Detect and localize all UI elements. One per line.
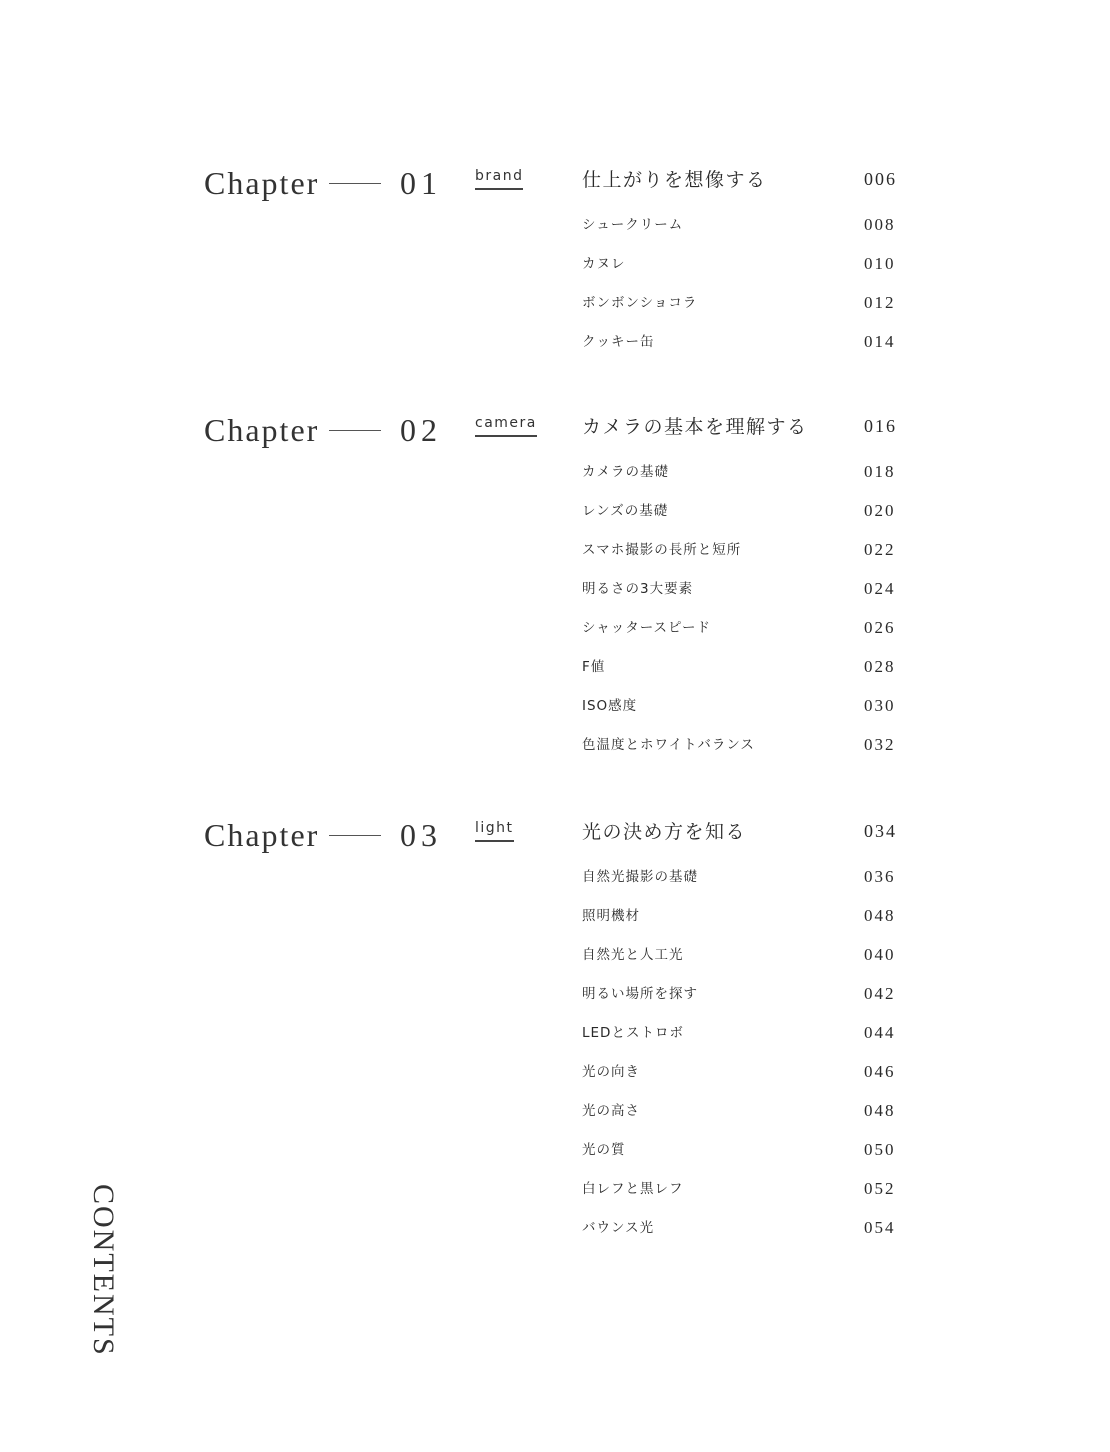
toc-entry[interactable] (582, 1140, 902, 1179)
chapter-heading-entry[interactable] (582, 417, 902, 462)
toc-entry[interactable] (582, 1179, 902, 1218)
entry-title: 光の質 (582, 1142, 626, 1158)
chapter-label: Chapter (204, 412, 320, 448)
entry-page: 036 (864, 867, 896, 886)
entry-title: F値 (582, 659, 606, 675)
chapter-entries (582, 822, 902, 1257)
chapter-label: Chapter (204, 165, 320, 201)
toc-entry[interactable] (582, 1218, 902, 1257)
toc-entry[interactable] (582, 501, 902, 540)
chapter-number: 03 (400, 817, 442, 853)
entry-title: 明るさの3大要素 (582, 581, 694, 597)
toc-entry[interactable] (582, 579, 902, 618)
entry-page: 048 (864, 906, 896, 925)
entry-title: 光の高さ (582, 1103, 640, 1119)
toc-entry[interactable] (582, 657, 902, 696)
entry-page: 010 (864, 254, 896, 273)
entry-title: クッキー缶 (582, 334, 655, 350)
toc-entry[interactable] (582, 332, 902, 371)
entry-title: 自然光と人工光 (582, 947, 684, 963)
chapter-heading-page: 034 (864, 821, 897, 841)
chapter-heading-title: 光の決め方を知る (582, 821, 747, 843)
chapter-tag: brand (475, 167, 523, 190)
entry-title: LEDとストロボ (582, 1025, 684, 1041)
chapter-number: 02 (400, 412, 442, 448)
entry-page: 008 (864, 215, 896, 234)
entry-title: ボンボンショコラ (582, 295, 698, 311)
entry-page: 022 (864, 540, 896, 559)
entry-page: 050 (864, 1140, 896, 1159)
toc-entry[interactable] (582, 696, 902, 735)
toc-entry[interactable] (582, 1062, 902, 1101)
chapter-divider (329, 835, 381, 836)
entry-title: バウンス光 (582, 1220, 655, 1236)
toc-entry[interactable] (582, 1101, 902, 1140)
toc-entry[interactable] (582, 945, 902, 984)
toc-entry[interactable] (582, 906, 902, 945)
entry-page: 042 (864, 984, 896, 1003)
entry-title: 明るい場所を探す (582, 986, 698, 1002)
chapter-heading-page: 016 (864, 416, 897, 436)
contents-vertical-title: CONTENTS (87, 1184, 120, 1357)
toc-entry[interactable] (582, 1023, 902, 1062)
toc-entry[interactable] (582, 540, 902, 579)
entry-page: 044 (864, 1023, 896, 1042)
chapter-heading-title: カメラの基本を理解する (582, 416, 808, 438)
entry-page: 046 (864, 1062, 896, 1081)
chapter-heading-entry[interactable] (582, 822, 902, 867)
entry-page: 030 (864, 696, 896, 715)
entry-page: 026 (864, 618, 896, 637)
entry-page: 014 (864, 332, 896, 351)
chapter-heading-title: 仕上がりを想像する (582, 169, 767, 191)
entry-page: 040 (864, 945, 896, 964)
chapter-heading-entry[interactable] (582, 170, 902, 215)
entry-page: 028 (864, 657, 896, 676)
toc-entry[interactable] (582, 618, 902, 657)
entry-page: 024 (864, 579, 896, 598)
toc-entry[interactable] (582, 867, 902, 906)
entry-title: 色温度とホワイトバランス (582, 737, 755, 753)
entry-title: カメラの基礎 (582, 464, 669, 480)
entry-page: 018 (864, 462, 896, 481)
chapter-entries (582, 417, 902, 774)
toc-entry[interactable] (582, 254, 902, 293)
entry-page: 048 (864, 1101, 896, 1120)
chapter-heading-page: 006 (864, 169, 897, 189)
entry-title: シュークリーム (582, 217, 684, 233)
entry-title: ISO感度 (582, 698, 638, 714)
chapter-tag: camera (475, 414, 537, 437)
chapter-divider (329, 430, 381, 431)
chapter-divider (329, 183, 381, 184)
entry-page: 052 (864, 1179, 896, 1198)
chapter-number: 01 (400, 165, 442, 201)
entry-title: 白レフと黒レフ (582, 1181, 684, 1197)
entry-title: 照明機材 (582, 908, 640, 924)
entry-title: 自然光撮影の基礎 (582, 869, 698, 885)
entry-title: 光の向き (582, 1064, 640, 1080)
entry-title: シャッタースピード (582, 620, 712, 636)
chapter-label: Chapter (204, 817, 320, 853)
entry-page: 012 (864, 293, 896, 312)
entry-title: レンズの基礎 (582, 503, 669, 519)
toc-entry[interactable] (582, 215, 902, 254)
entry-page: 020 (864, 501, 896, 520)
chapter-tag: light (475, 819, 514, 842)
toc-entry[interactable] (582, 984, 902, 1023)
entry-page: 032 (864, 735, 896, 754)
toc-entry[interactable] (582, 735, 902, 774)
entry-title: カヌレ (582, 256, 626, 272)
entry-title: スマホ撮影の長所と短所 (582, 542, 742, 558)
toc-entry[interactable] (582, 293, 902, 332)
entry-page: 054 (864, 1218, 896, 1237)
toc-entry[interactable] (582, 462, 902, 501)
chapter-entries (582, 170, 902, 371)
